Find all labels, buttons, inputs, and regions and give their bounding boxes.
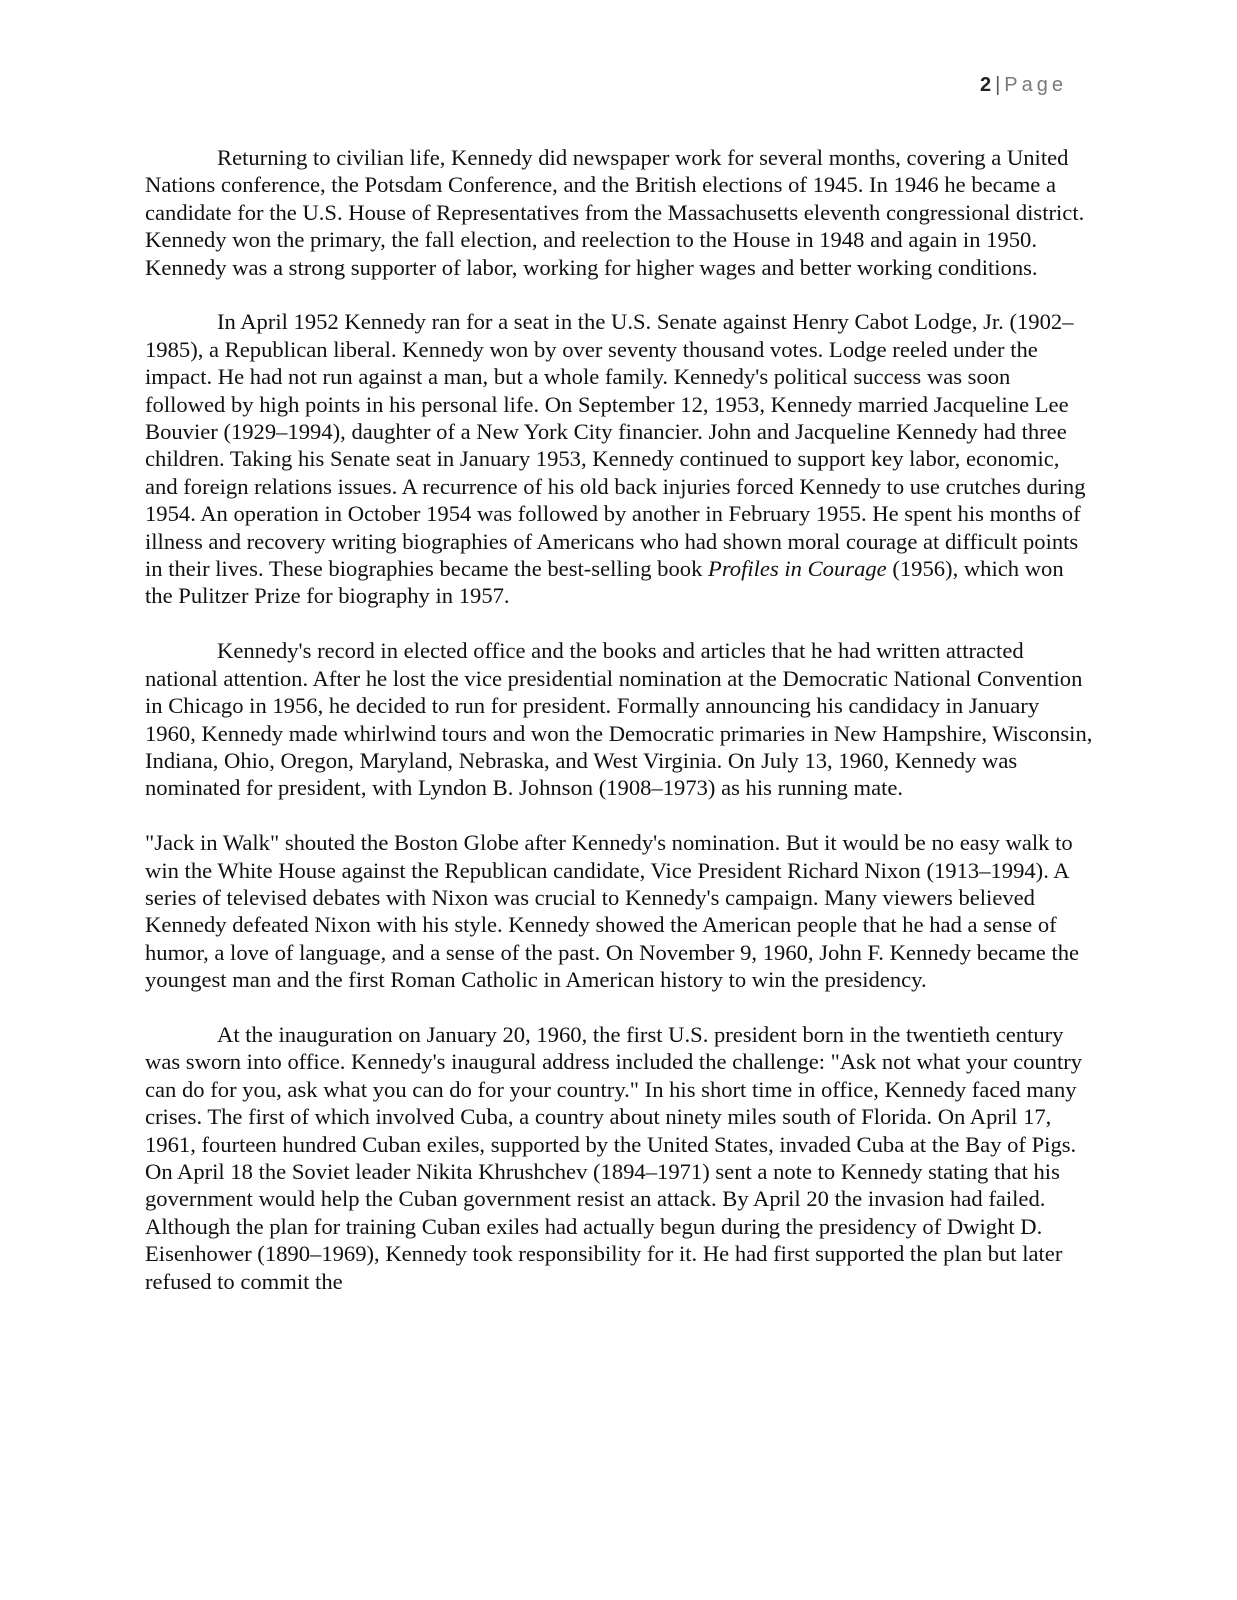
paragraph-2-text-before: In April 1952 Kennedy ran for a seat in the U.S. Senate against Henry Cabot Lodge, Jr. (1902–1985), a Republican liberal. Kennedy won by over seventy thousand votes. Lodge reeled under the impact. He had not run against a man, but a whole family. Kennedy's political success was soon followed by high points in his personal life. On September 12, 1953, Kennedy married Jacqueline Lee Bouvier (1929–1994), daughter of a New York City financier. John and Jacqueline Kennedy had three children. Taking his Senate seat in January 1953, Kennedy continued to support key labor, economic, and foreign relations issues. A recurrence of his old back injuries forced Kennedy to use crutches during 1954. An operation in October 1954 was followed by another in February 1955. He spent his months of illness and recovery writing biographies of Americans who had shown moral courage at difficult points in their lives. These biographies became the best-selling book bbox=[145, 309, 1086, 582]
paragraph-5: At the inauguration on January 20, 1960, the first U.S. president born in the twentieth century was sworn into office. Kennedy's inaugural address included the challenge: "Ask not what your country can do for you, ask what you can do for your country." In his short time in office, Kennedy faced many crises. The first of which involved Cuba, a country about ninety miles south of Florida. On April 17, 1961, fourteen hundred Cuban exiles, supported by the United States, invaded Cuba at the Bay of Pigs. On April 18 the Soviet leader Nikita Khrushchev (1894–1971) sent a note to Kennedy stating that his government would help the Cuban government resist an attack. By April 20 the invasion had failed. Although the plan for training Cuban exiles had actually begun during the presidency of Dwight D. Eisenhower (1890–1969), Kennedy took responsibility for it. He had first supported the plan but later refused to commit the bbox=[145, 1021, 1083, 1294]
paragraph-3: Kennedy's record in elected office and the books and articles that he had written attracted national attention. After he lost the vice presidential nomination at the Democratic National Convention in Chicago in 1956, he decided to run for president. Formally announcing his candidacy in January 1960, Kennedy made whirlwind tours and won the Democratic primaries in New Hampshire, Wisconsin, Indiana, Ohio, Oregon, Maryland, Nebraska, and West Virginia. On July 13, 1960, Kennedy was nominated for president, with Lyndon B. Johnson (1908–1973) as his running mate. bbox=[145, 638, 1093, 801]
page-label: Page bbox=[1004, 74, 1067, 96]
page-number-header bbox=[980, 74, 1067, 97]
paragraph-1: Returning to civilian life, Kennedy did newspaper work for several months, covering a United Nations conference, the Potsdam Conference, and the British elections of 1945. In 1946 he became a candidate for the U.S. House of Representatives from the Massachusetts eleventh congressional district. Kennedy won the primary, the fall election, and reelection to the House in 1948 and again in 1950. Kennedy was a strong supporter of labor, working for higher wages and better working conditions. bbox=[145, 145, 1085, 280]
paragraph-4: "Jack in Walk" shouted the Boston Globe after Kennedy's nomination. But it would be no easy walk to win the White House against the Republican candidate, Vice President Richard Nixon (1913–1994). A series of televised debates with Nixon was crucial to Kennedy's campaign. Many viewers believed Kennedy defeated Nixon with his style. Kennedy showed the American people that he had a sense of humor, a love of language, and a sense of the past. On November 9, 1960, John F. Kennedy became the youngest man and the first Roman Catholic in American history to win the presidency. bbox=[145, 830, 1080, 993]
page-number-separator: | bbox=[995, 74, 1001, 96]
book-title: Profiles in Courage bbox=[708, 556, 887, 582]
paragraph-2 bbox=[145, 308, 1095, 609]
page-number: 2 bbox=[979, 74, 992, 96]
document-body bbox=[145, 144, 1095, 1295]
paragraph-2-text-after: (1956), which won the Pulitzer Prize for biography in 1957. bbox=[145, 556, 1064, 609]
